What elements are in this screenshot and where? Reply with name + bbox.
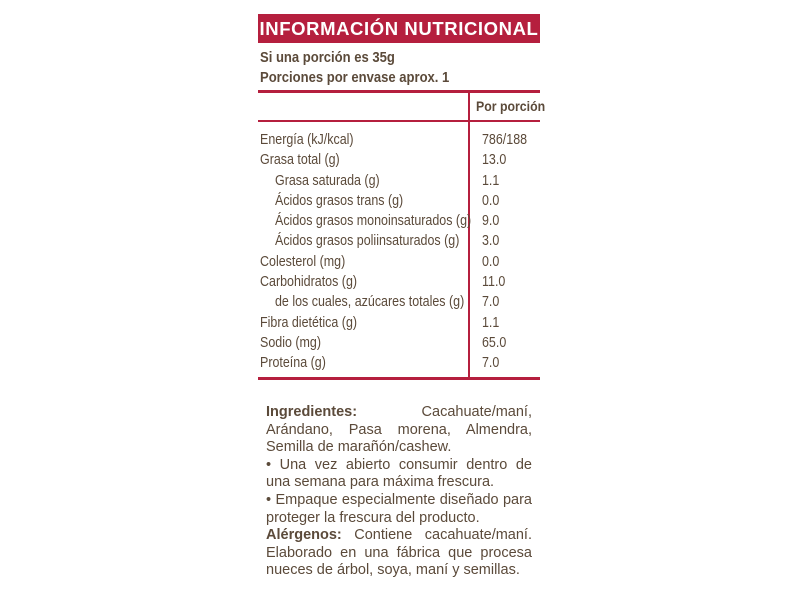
servings-per-container: Porciones por envase aprox. 1 <box>260 70 450 86</box>
nutrient-label: Grasa total (g) <box>260 152 340 169</box>
product-notes <box>266 404 532 580</box>
nutrient-label: Energía (kJ/kcal) <box>260 132 354 148</box>
nutrient-row <box>260 211 540 231</box>
allergens-text: Contiene cacahuate/maní. Elaborado en una fábrica que procesa nueces de árbol, soya, maní y semillas. <box>266 527 532 579</box>
ingredients-label: Ingredientes: <box>266 404 358 420</box>
nutrient-label: Ácidos grasos trans (g) <box>275 192 404 209</box>
ingredients-paragraph <box>266 404 532 457</box>
nutrient-row <box>260 272 540 292</box>
nutrient-value: 0.0 <box>482 253 500 270</box>
nutrient-row <box>260 313 540 333</box>
nutrient-label: Proteína (g) <box>260 355 326 372</box>
nutrient-value: 1.1 <box>482 172 500 189</box>
nutrient-rows <box>260 130 540 374</box>
allergens-paragraph <box>266 527 532 580</box>
nutrient-label: Fibra dietética (g) <box>260 314 358 331</box>
nutrient-row <box>260 252 540 272</box>
header-divider <box>258 120 540 122</box>
nutrient-row <box>260 231 540 251</box>
nutrient-value: 786/188 <box>482 132 528 148</box>
nutrition-facts-panel <box>258 14 546 380</box>
nutrient-value: 7.0 <box>482 294 500 311</box>
nutrient-value: 1.1 <box>482 314 500 331</box>
storage-note: • Una vez abierto consumir dentro de una semana para máxima frescura. <box>266 456 532 491</box>
nutrient-value: 7.0 <box>482 355 500 372</box>
nutrient-label: Carbohidratos (g) <box>260 274 358 291</box>
nutrient-label: Sodio (mg) <box>260 334 321 351</box>
nutrient-label: Ácidos grasos poliinsaturados (g) <box>275 233 460 250</box>
nutrient-label: Grasa saturada (g) <box>275 172 380 189</box>
nutrient-value: 11.0 <box>482 274 506 291</box>
nutrient-row <box>260 292 540 312</box>
nutrient-value: 0.0 <box>482 192 500 209</box>
nutrient-row <box>260 333 540 353</box>
ingredients-text: Cacahuate/maní, Arándano, Pasa morena, Almendra, Semilla de marañón/cashew. <box>266 404 532 456</box>
packaging-note: • Empaque especialmente diseñado para proteger la frescura del producto. <box>266 491 532 526</box>
nutrient-row <box>260 353 540 373</box>
nutrient-row <box>260 191 540 211</box>
nutrient-row <box>260 171 540 191</box>
nutrient-row <box>260 150 540 170</box>
nutrition-table <box>258 90 546 380</box>
nutrient-value: 13.0 <box>482 152 507 169</box>
nutrient-value: 9.0 <box>482 213 500 230</box>
nutrient-row <box>260 130 540 150</box>
nutrition-title: INFORMACIÓN NUTRICIONAL <box>258 14 540 43</box>
nutrient-label: Ácidos grasos monoinsaturados (g) <box>275 213 472 230</box>
allergens-label: Alérgenos: <box>266 527 342 544</box>
serving-size: Si una porción es 35g <box>260 50 395 66</box>
nutrient-value: 3.0 <box>482 233 500 250</box>
column-header-per-serving: Por porción <box>476 98 546 114</box>
nutrient-value: 65.0 <box>482 334 507 351</box>
nutrient-label: de los cuales, azúcares totales (g) <box>275 294 465 311</box>
nutrient-label: Colesterol (mg) <box>260 253 346 270</box>
